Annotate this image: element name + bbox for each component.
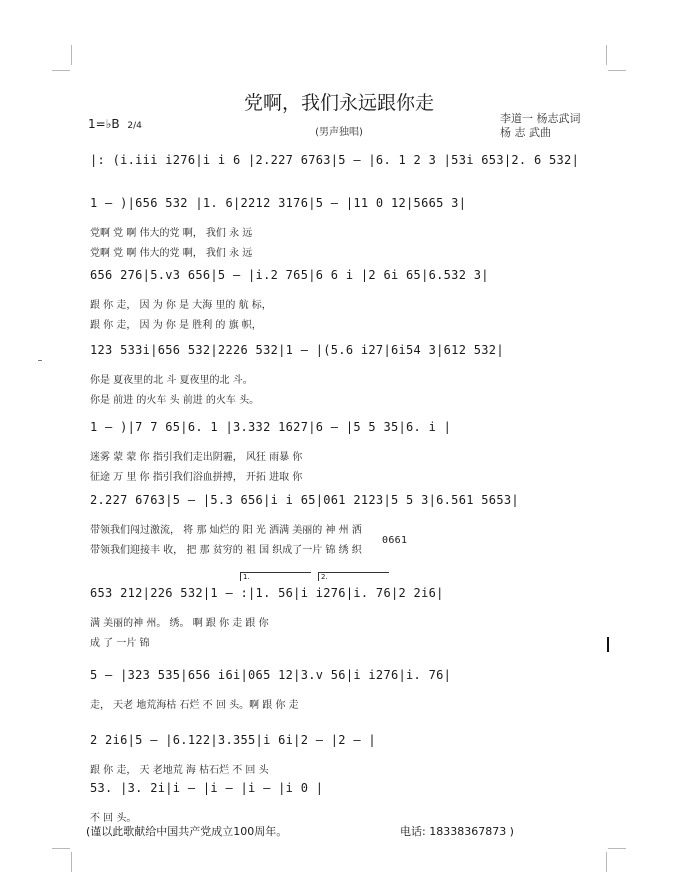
lyric-line: 你是 夏夜里的北 斗 夏夜里的北 斗。: [90, 375, 253, 386]
key-label: 1=♭B: [88, 117, 120, 131]
notation-line: 123 533i|656 532|2226 532|1 – |(5.6 i27|6i54 3|612 532|: [90, 343, 504, 357]
volta-label: 1.: [243, 573, 250, 581]
crop-mark-bottom-left-h: [52, 848, 70, 849]
crop-mark-bottom-right-h: [608, 848, 626, 849]
lyric-line: 党啊 党 啊 伟大的党 啊， 我们 永 远: [90, 228, 253, 239]
lyric-line: 跟 你 走， 因 为 你 是 大海 里的 航 标，: [90, 300, 272, 311]
contact-phone: 电话: 18338367873 ): [400, 825, 514, 838]
notation-line: 5 – |323 535|656 i6i|065 12|3.v 56|i i276|i. 76|: [90, 668, 452, 682]
lyric-line: 满 美丽的神 州。 绣。 啊 跟 你 走 跟 你: [90, 618, 269, 629]
song-title: 党啊，我们永远跟你走: [243, 92, 434, 114]
volta-bracket: [240, 572, 311, 581]
lyric-line: 迷雾 蒙 蒙 你 指引我们走出阴霾， 风狂 雨暴 你: [90, 452, 303, 463]
notation-line: 656 276|5.v3 656|5 – |i.2 765|6 6 i |2 6i 65|6.532 3|: [90, 268, 489, 282]
lyric-line: 党啊 党 啊 伟大的党 啊， 我们 永 远: [90, 248, 253, 259]
time-signature: 2/4: [127, 121, 142, 131]
lyric-line: 跟 你 走， 因 为 你 是 胜利 的 旗 帜，: [90, 320, 262, 331]
lyric-line: 带领我们迎接丰 收， 把 那 贫穷的 祖 国 织成了一片 锦 绣 织: [90, 545, 362, 556]
volta-bracket: [318, 572, 389, 581]
lyric-line: 跟 你 走， 天 老地荒 海 枯石烂 不 回 头: [90, 765, 269, 776]
lyric-line: 征途 万 里 你 指引我们浴血拼搏， 开拓 进取 你: [90, 472, 303, 483]
lyric-line: 成 了 一片 锦: [90, 638, 150, 649]
volta-label: 2.: [321, 573, 328, 581]
composer-credit: 杨 志 武曲: [500, 126, 551, 139]
notation-line: 53. |3. 2i|i – |i – |i – |i 0 |: [90, 781, 324, 795]
ossia-notation: 0661: [382, 535, 408, 546]
lyric-line: 带领我们闯过激流， 将 那 灿烂的 阳 光 洒满 美丽的 神 州 洒: [90, 525, 362, 536]
lyric-line: 你是 前进 的火车 头 前进 的火车 头。: [90, 395, 260, 406]
notation-line: |: (i.iii i276|i i 6 |2.227 6763|5 – |6. 1 2 3 |53i 653|2. 6 532|: [90, 153, 580, 167]
key-signature: [88, 117, 142, 131]
crop-mark-bottom-left-v: [71, 852, 72, 872]
crop-mark-top-right-v: [606, 45, 607, 65]
notation-line: 2.227 6763|5 – |5.3 656|i i 65|061 2123|5 5 3|6.561 5653|: [90, 493, 519, 507]
lyric-line: 不 回 头。: [90, 813, 137, 824]
crop-mark-bottom-right-v: [606, 852, 607, 872]
lyric-line: 走， 天老 地荒海枯 石烂 不 回 头。啊 跟 你 走: [90, 700, 299, 711]
notation-line: 653 212|226 532|1 – :|1. 56|i i276|i. 76|2 2i6|: [90, 586, 444, 600]
notation-line: 2 2i6|5 – |6.122|3.355|i 6i|2 – |2 – |: [90, 733, 376, 747]
notation-line: 1 – )|656 532 |1. 6|2212 3176|5 – |11 0 12|5665 3|: [90, 196, 467, 210]
crop-mark-top-left-h: [52, 70, 70, 71]
crop-mark-top-right-h: [608, 70, 626, 71]
margin-tick: [38, 360, 42, 361]
text-cursor: [607, 637, 609, 652]
notation-line: 1 – )|7 7 65|6. 1 |3.332 1627|6 – |5 5 35|6. i |: [90, 420, 452, 434]
dedication-note: (谨以此歌献给中国共产党成立100周年。: [86, 825, 288, 838]
lyricist-credit: 李道一 杨志武词: [500, 112, 581, 125]
song-subtitle: (男声独唱): [315, 127, 363, 138]
crop-mark-top-left-v: [71, 45, 72, 65]
